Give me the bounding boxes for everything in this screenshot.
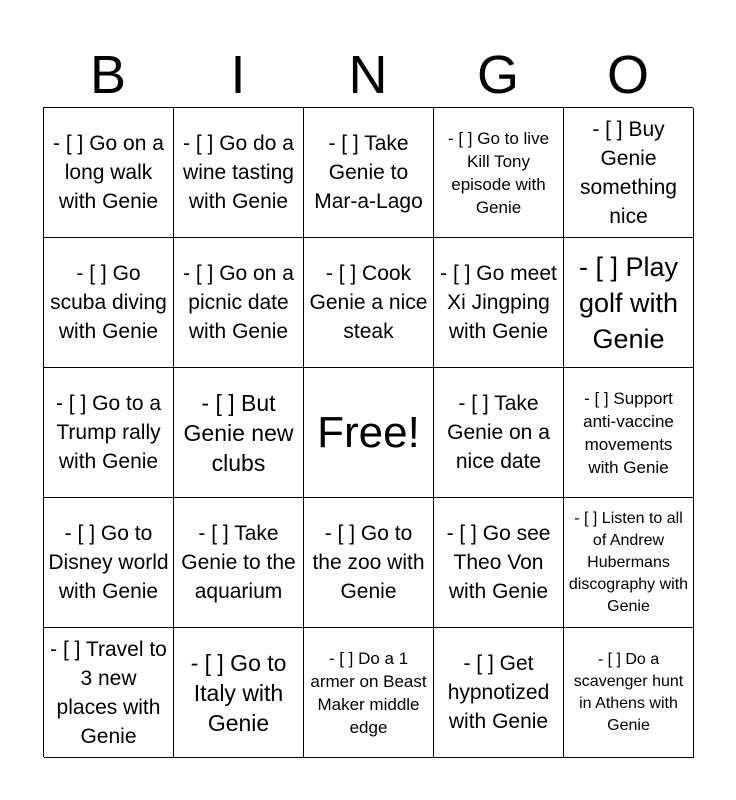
bingo-cell-text: - [ ] Go do a wine tasting with Genie [183, 132, 294, 213]
bingo-cell-r4c5[interactable] [564, 498, 694, 628]
bingo-cell-text: - [ ] Buy Genie something nice [580, 117, 677, 228]
bingo-cell-r1c1[interactable] [44, 108, 174, 238]
bingo-cell-r5c2[interactable] [174, 628, 304, 758]
bingo-cell-r1c4[interactable] [434, 108, 564, 238]
bingo-cell-r3c2[interactable] [174, 368, 304, 498]
bingo-cell-r2c5[interactable] [564, 238, 694, 368]
bingo-board [43, 107, 693, 757]
bingo-cell-r4c4[interactable] [434, 498, 564, 628]
bingo-cell-text: - [ ] Go to a Trump rally with Genie [55, 392, 162, 473]
bingo-cell-text: - [ ] Go to Italy with Genie [190, 649, 287, 736]
bingo-cell-r5c4[interactable] [434, 628, 564, 758]
bingo-cell-text: - [ ] Get hypnotized with Genie [447, 652, 550, 733]
bingo-cell-r3c4[interactable] [434, 368, 564, 498]
bingo-cell-r4c3[interactable] [304, 498, 434, 628]
bingo-cell-text: - [ ] Go to Disney world with Genie [48, 522, 169, 603]
free-space-label: Free! [317, 407, 420, 457]
bingo-cell-r3c5[interactable] [564, 368, 694, 498]
bingo-cell-text: - [ ] Go to live Kill Tony episode with Genie [447, 128, 550, 217]
bingo-header [43, 42, 693, 108]
bingo-cell-text: - [ ] Travel to 3 new places with Genie [50, 637, 167, 748]
bingo-cell-text: - [ ] Go meet Xi Jingping with Genie [440, 262, 557, 343]
bingo-cell-text: - [ ] Play golf with Genie [578, 251, 679, 354]
header-letter-b: B [89, 45, 127, 105]
bingo-cell-text: - [ ] Do a scavenger hunt in Athens with Genie [573, 650, 684, 734]
bingo-cell-text: - [ ] Go on a long walk with Genie [53, 132, 164, 213]
bingo-cell-r1c2[interactable] [174, 108, 304, 238]
bingo-cell-text: - [ ] Listen to all of Andrew Hubermans discography with Genie [568, 509, 689, 615]
bingo-cell-text: - [ ] Go scuba diving with Genie [50, 262, 167, 343]
bingo-cell-r5c5[interactable] [564, 628, 694, 758]
bingo-cell-text: - [ ] Go on a picnic date with Genie [183, 262, 294, 343]
bingo-cell-r2c1[interactable] [44, 238, 174, 368]
bingo-cell-r3c1[interactable] [44, 368, 174, 498]
bingo-cell-text: - [ ] Take Genie to Mar-a-Lago [314, 132, 423, 213]
bingo-cell-text: - [ ] But Genie new clubs [183, 389, 294, 476]
header-letter-n: N [348, 45, 388, 105]
bingo-cell-r5c1[interactable] [44, 628, 174, 758]
bingo-cell-r4c2[interactable] [174, 498, 304, 628]
bingo-cell-text: - [ ] Go see Theo Von with Genie [446, 522, 551, 603]
bingo-cell-text: - [ ] Go to the zoo with Genie [312, 522, 425, 603]
bingo-cell-text: - [ ] Cook Genie a nice steak [309, 262, 428, 343]
header-letter-g: G [476, 45, 519, 105]
bingo-cell-r1c5[interactable] [564, 108, 694, 238]
bingo-cell-r1c3[interactable] [304, 108, 434, 238]
header-letter-i: I [230, 45, 246, 105]
header-letter-o: O [606, 45, 649, 105]
bingo-cell-r2c2[interactable] [174, 238, 304, 368]
bingo-cell-r5c3[interactable] [304, 628, 434, 758]
bingo-cell-text: - [ ] Support anti-vaccine movements with Genie [583, 388, 674, 477]
bingo-cell-r2c3[interactable] [304, 238, 434, 368]
bingo-cell-free[interactable] [304, 368, 434, 498]
bingo-cell-text: - [ ] Take Genie to the aquarium [181, 522, 296, 603]
bingo-cell-r2c4[interactable] [434, 238, 564, 368]
bingo-cell-text: - [ ] Take Genie on a nice date [447, 392, 550, 473]
bingo-cell-text: - [ ] Do a 1 armer on Beast Maker middle edge [310, 648, 427, 737]
bingo-cell-r4c1[interactable] [44, 498, 174, 628]
